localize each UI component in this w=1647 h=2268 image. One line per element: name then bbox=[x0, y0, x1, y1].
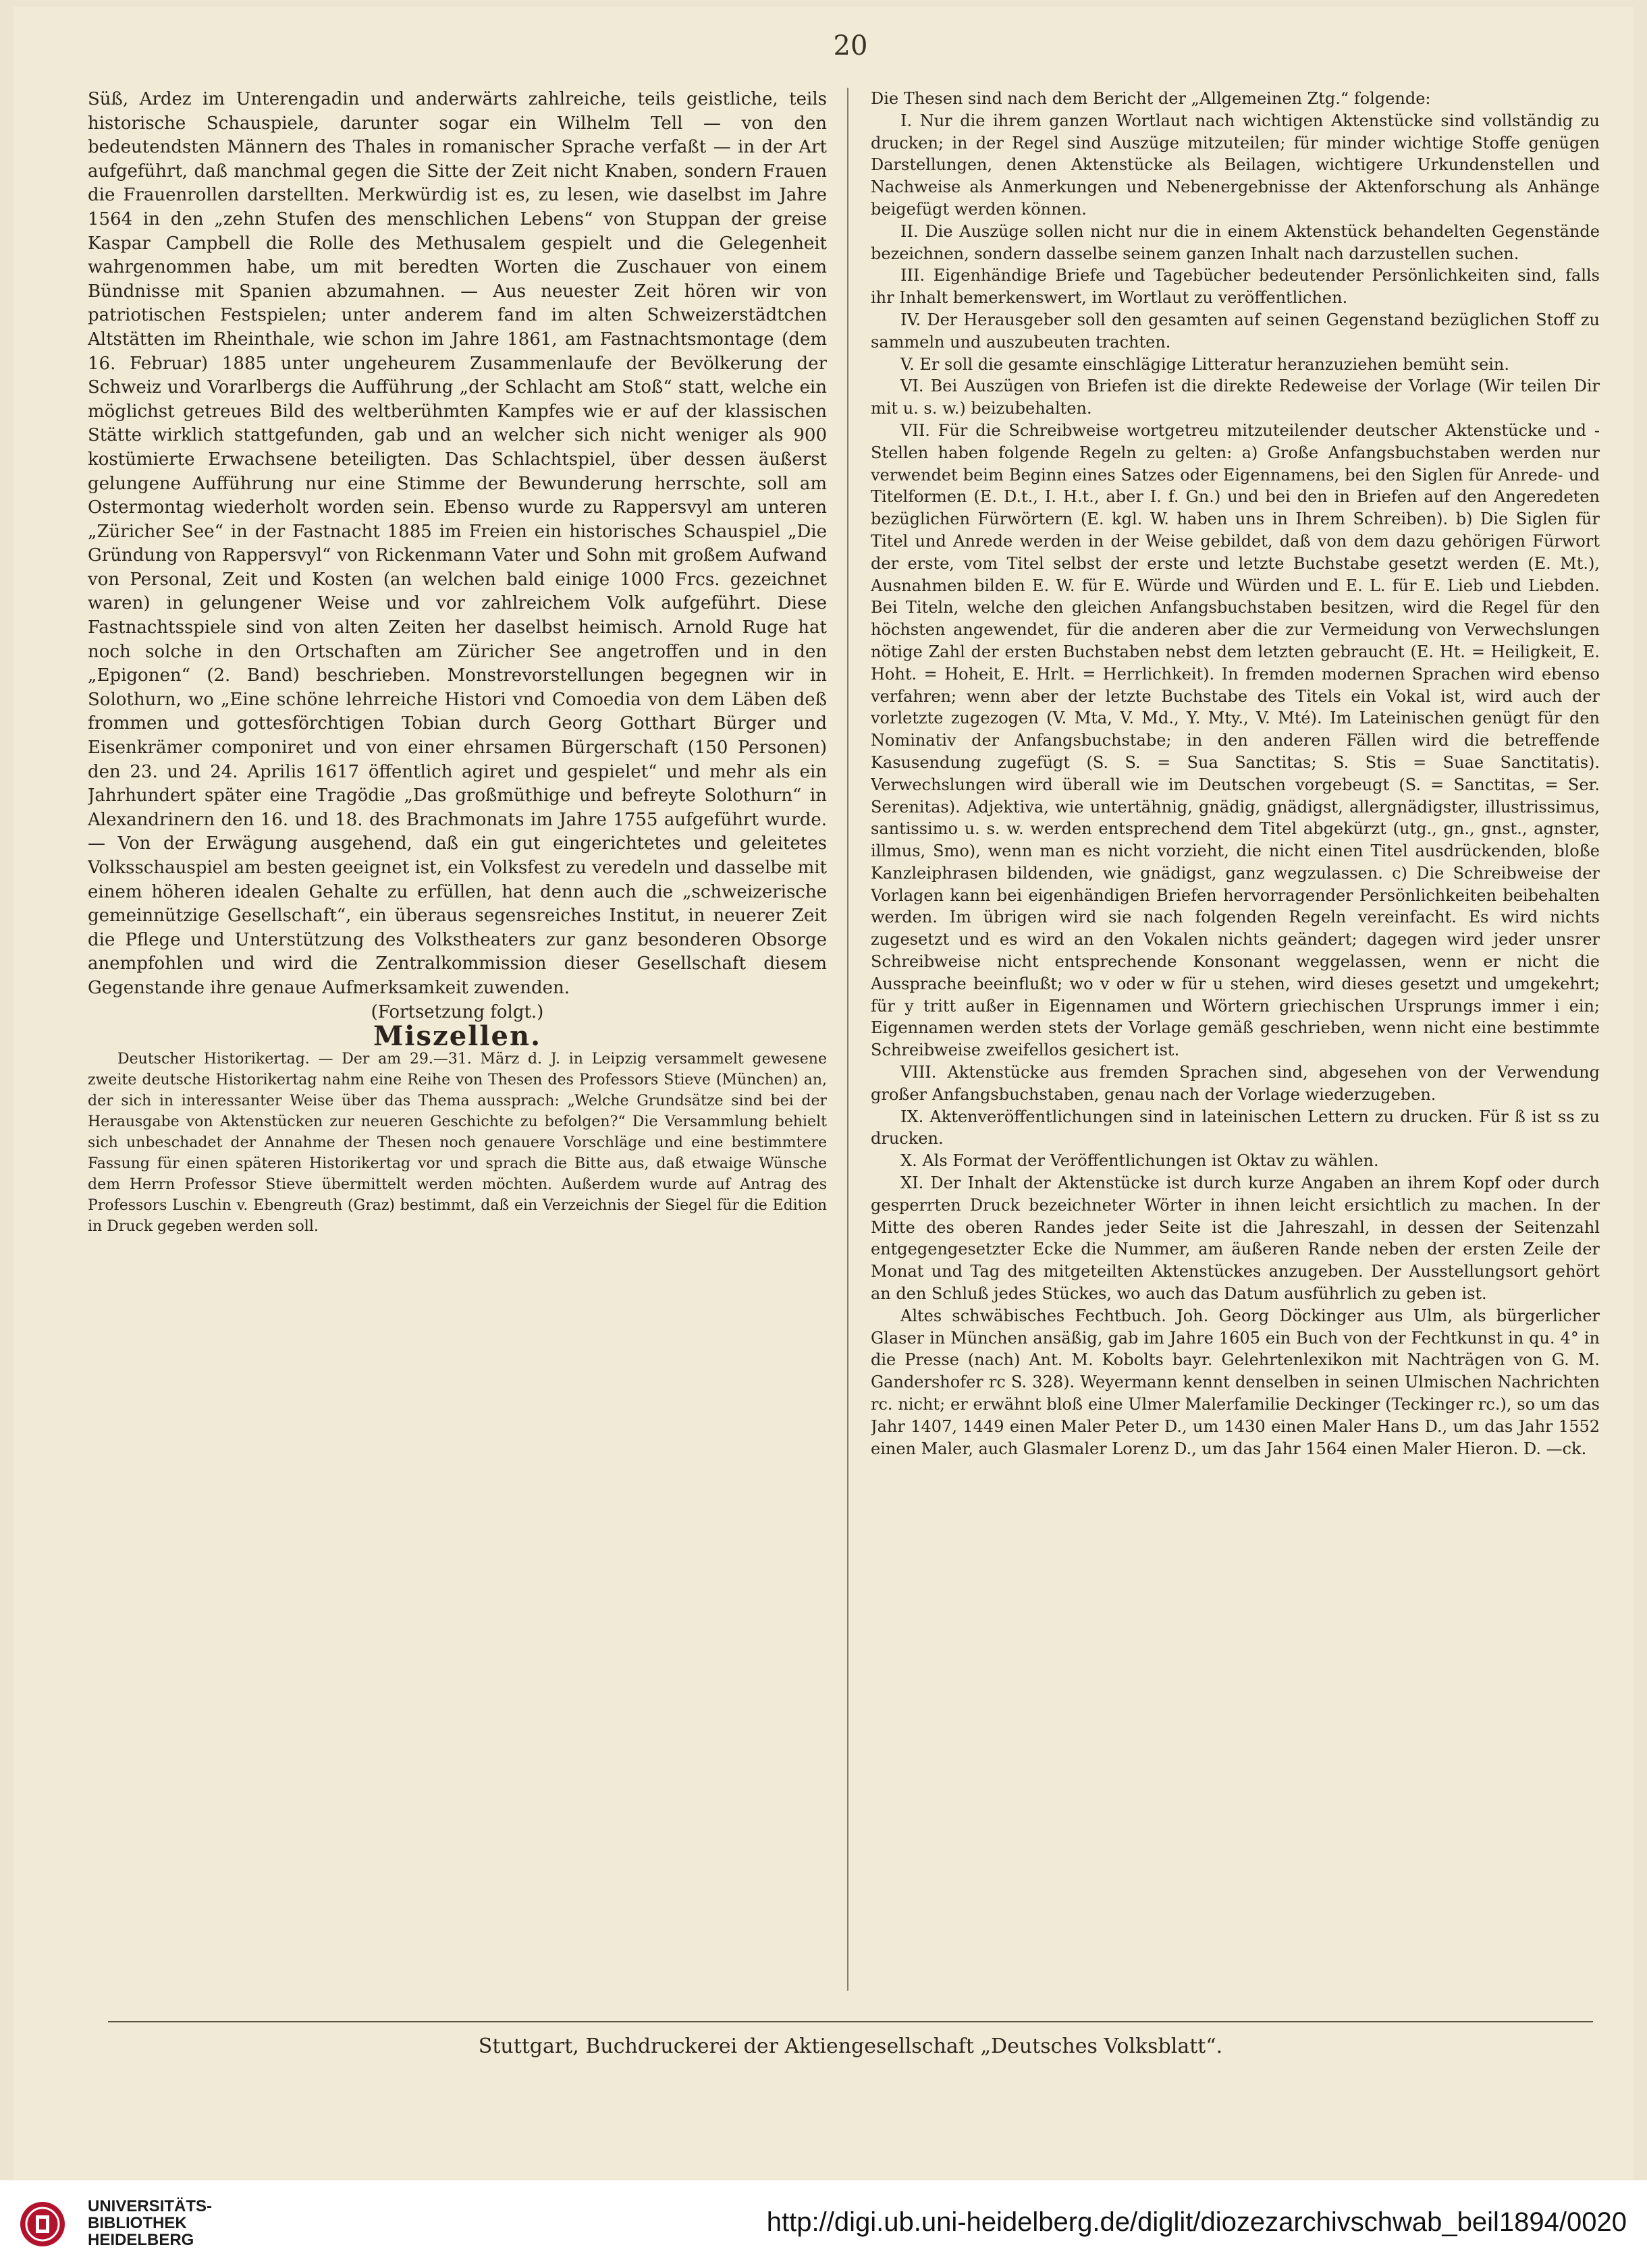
library-name[interactable] bbox=[88, 2198, 212, 2248]
section-title: Miszellen. bbox=[373, 1020, 541, 1053]
continuation-note: (Fortsetzung folgt.) bbox=[371, 1001, 544, 1022]
body-paragraph: Süß, Ardez im Unterengadin und anderwärts zahlreiche, teils geistliche, teils historische Schauspiele, darunter sogar ein Wilhelm Tell — von den bedeutendsten Männern des Thales in romanischer Sprache verfaßt — in der Art aufgeführt, daß manchmal gegen die Sitte der Zeit nicht Knaben, sondern Frauen die Frauenrollen darstellten. Merkwürdig ist es, zu lesen, wie daselbst im Jahre 1564 in den „zehn Stufen des menschlichen Lebens“ von Stuppan der greise Kaspar Campbell die Rolle des Methusalem gespielt und die Gelegenheit wahrgenommen habe, um mit beredten Worten die Zuschauer von einem Bündnisse mit Spanien abzumahnen. — Aus neuester Zeit hören wir von patriotischen Festspielen; unter anderem fand im alten Schweizerstädtchen Altstätten im Rheinthale, wie schon im Jahre 1861, am Fastnachtsmontage (dem 16. Februar) 1885 unter ungeheurem Zusammenlaufe der Bevölkerung der Schweiz und Vorarlbergs die Aufführung „der Schlacht am Stoß“ statt, welche ein möglichst getreues Bild des weltberühmten Kampfes wie er auf der klassischen Stätte wirklich stattgefunden, gab und an welcher sich nicht weniger als 900 kostümierte Erwachsene beteiligten. Das Schlachtspiel, über dessen äußerst gelungene Aufführung nur eine Stimme der Bewunderung herrschte, soll am Ostermontag wiederholt worden sein. Ebenso wurde zu Rappersvyl am unteren „Züricher See“ in der Fastnacht 1885 im Freien ein historisches Schauspiel „Die Gründung von Rappersvyl“ von Rickenmann Vater und Sohn mit großem Aufwand von Personal, Zeit und Kosten (an welchen bald einige 1000 Frcs. gezeichnet waren) in gelungener Weise und vor zahlreichem Volk aufgeführt. Diese Fastnachtsspiele sind von alten Zeiten her daselbst heimisch. Arnold Ruge hat noch solche in den Ortschaften am Züricher See angetroffen und in den „Epigonen“ (2. Band) beschrieben. Monstrevorstellungen begegnen wir in Solothurn, wo „Eine schöne lehrreiche Histori vnd Comoedia von dem Läben deß frommen und gottesförchtigen Tobian durch Georg Gotthart Bürger und Eisenkrämer componiret und von einer ehrsamen Bürgerschaft (150 Personen) den 23. und 24. Aprilis 1617 öffentlich agiret und gespielet“ und mehr als ein Jahrhundert später eine Tragödie „Das großmüthige und befreyte Solothurn“ in Alexandrinern den 16. und 18. des Brachmonats im Jahre 1755 aufgeführt wurde. — Von der Erwägung ausgehend, daß ein gut eingerichtetes und geleitetes Volksschauspiel am besten geeignet ist, ein Volksfest zu veredeln und dasselbe mit einem höheren idealen Gehalte zu erfüllen, hat denn auch die „schweizerische gemeinnützige Gesellschaft“, ein überaus segensreiches Institut, in neuerer Zeit die Pflege und Unterstützung des Volkstheaters zur ganz besonderen Obsorge anempfohlen und wird die Zentralkommission dieser Gesellschaft diesem Gegenstande ihre genaue Aufmerksamkeit zuwenden. bbox=[88, 89, 827, 998]
thesis-item: IV. Der Herausgeber soll den gesamten auf seinen Gegenstand bezüglichen Stoff zu sammeln und auszubeuten trachten. bbox=[871, 310, 1600, 352]
right-column bbox=[871, 88, 1600, 2011]
thesis-item: III. Eigenhändige Briefe und Tagebücher bedeutender Persönlichkeiten sind, falls ihr Inhalt bemerkenswert, im Wortlaut zu veröffentlichen. bbox=[871, 266, 1600, 308]
footer-rule bbox=[108, 2021, 1593, 2022]
scanned-page bbox=[14, 7, 1634, 2180]
library-footer-bar bbox=[0, 2180, 1647, 2268]
thesis-item: VI. Bei Auszügen von Briefen ist die direkte Redeweise der Vorlage (Wir teilen Dir mit u. s. w.) beizubehalten. bbox=[871, 377, 1600, 418]
thesis-item: X. Als Format der Veröffentlichungen ist Oktav zu wählen. bbox=[900, 1151, 1379, 1171]
source-url-link[interactable]: http://digi.ub.uni-heidelberg.de/diglit/diozezarchivschwab_beil1894/0020 bbox=[766, 2207, 1627, 2237]
heidelberg-seal-icon[interactable] bbox=[19, 2201, 66, 2248]
page-number: 20 bbox=[833, 30, 868, 61]
printer-imprint: Stuttgart, Buchdruckerei der Aktiengesellschaft „Deutsches Volksblatt“. bbox=[478, 2035, 1223, 2058]
thesis-item: VIII. Aktenstücke aus fremden Sprachen sind, abgesehen von der Verwendung großer Anfangsbuchstaben, genau nach der Vorlage wiederzugeben. bbox=[871, 1063, 1600, 1104]
library-name-line: HEIDELBERG bbox=[88, 2231, 194, 2249]
miszellen-paragraph: Deutscher Historikertag. — Der am 29.—31. März d. J. in Leipzig versammelt gewesene zweite deutsche Historikertag nahm eine Reihe von Thesen des Professors Stieve (München) an, der sich in interessanter Weise über das Thema aussprach: „Welche Grundsätze sind bei der Herausgabe von Aktenstücken zur neueren Geschichte zu befolgen?“ Die Versammlung behielt sich unbeschadet der Annahme der Thesen noch genauere Vorschläge und eine bestimmtere Fassung für einen späteren Historikertag vor und sprach die Bitte aus, daß etwaige Wünsche dem Herrn Professor Stieve übermittelt werden möchten. Außerdem wurde auf Antrag des Professors Luschin v. Ebengreuth (Graz) bestimmt, daß ein Verzeichnis der Siegel für die Edition in Druck gegeben werden soll. bbox=[88, 1050, 827, 1235]
thesis-item: IX. Aktenveröffentlichungen sind in lateinischen Lettern zu drucken. Für ß ist ss zu drucken. bbox=[871, 1107, 1600, 1149]
theses-intro: Die Thesen sind nach dem Bericht der „Allgemeinen Ztg.“ folgende: bbox=[871, 89, 1431, 108]
column-divider bbox=[847, 88, 848, 1991]
thesis-item: VII. Für die Schreibweise wortgetreu mitzuteilender deutscher Aktenstücke und -Stellen haben folgende Regeln zu gelten: a) Große Anfangsbuchstaben werden nur verwendet beim Beginn eines Satzes oder Eigennamens, bei den Siglen für Anrede- und Titelformen (E. D.t., I. H.t., aber I. f. Gn.) und bei den in Briefen auf den Angeredeten bezüglichen Fürwörtern (E. kgl. W. haben uns in Ihrem Schreiben). b) Die Siglen für Titel und Anrede werden in der Weise gebildet, daß von dem dazu gehörigen Fürwort der erste, vom Titel selbst der erste und letzte Buchstabe gesetzt werden (E. Mt.), Ausnahmen bilden E. W. für E. Würde und Würden und E. L. für E. Lieb und Liebden. Bei Titeln, welche den gleichen Anfangsbuchstaben besitzen, wird die Regel für den höchsten angewendet, für die anderen aber die zur Vermeidung von Verwechslungen nötige Zahl der ersten Buchstaben nebst dem letzten gebraucht (E. Ht. = Heiligkeit, E. Hoht. = Hoheit, E. Hrlt. = Herrlichkeit). In fremden modernen Sprachen wird ebenso verfahren; wenn aber der letzte Buchstabe des Titels ein Vokal ist, wird auch der vorletzte zugezogen (V. Mta, V. Md., Y. Mty., V. Mté). Im Lateinischen genügt für den Nominativ der Anfangsbuchstabe; in den anderen Fällen wird die betreffende Kasusendung zugefügt (S. S. = Sua Sanctitas; S. Stis = Suae Sanctitatis). Verwechslungen wird überall wie im Deutschen vorgebeugt (S. = Sanctitas, = Ser. Serenitas). Adjektiva, wie untertähnig, gnädig, gnädigst, allergnädigster, illustrissimus, santissimo u. s. w. werden entsprechend dem Titel abgekürzt (utg., gn., gnst., agnster, illmus, Smo), wenn man es nicht vorzieht, die nicht einen Titel ausdrückenden, bloße Kanzleiphrasen bildenden, wie gnädigst, ganz wegzulassen. c) Die Schreibweise der Vorlagen kann bei eigenhändigen Briefen hervorragender Persönlichkeiten beibehalten werden. Im übrigen wird sie nach folgenden Regeln vereinfacht. Es wird nichts zugesetzt und es wird an den Vokalen nichts geändert; dagegen wird jeder unsrer Schreibweise nicht entsprechende Konsonant weggelassen, wenn er nicht die Aussprache beeinflußt; wo v oder w für u stehen, wird dieses gesetzt und umgekehrt; für y tritt außer in Eigennamen und Wörtern griechischen Ursprungs immer i ein; Eigennamen werden stets der Vorlage gemäß geschrieben, wenn nicht eine bestimmte Schreibweise zweifellos gesichert ist. bbox=[871, 420, 1600, 1060]
fechtbuch-paragraph: Altes schwäbisches Fechtbuch. Joh. Georg Döckinger aus Ulm, als bürgerlicher Glaser in München ansäßig, gab im Jahre 1605 ein Buch von der Fechtkunst in qu. 4° in die Presse (nach) Ant. M. Kobolts bayr. Gelehrtenlexikon mit Nachträgen von G. M. Gandershofer rc S. 328). Weyermann kennt denselben in seinen Ulmischen Nachrichten rc. nicht; er erwähnt bloß eine Ulmer Malerfamilie Deckinger (Teckinger rc.), so um das Jahr 1407, 1449 einen Maler Peter D., um 1430 einen Maler Hans D., um das Jahr 1552 einen Maler, auch Glasmaler Lorenz D., um das Jahr 1564 einen Maler Hieron. D. —ck. bbox=[871, 1306, 1600, 1458]
library-name-line: BIBLIOTHEK bbox=[88, 2214, 187, 2232]
thesis-item: I. Nur die ihrem ganzen Wortlaut nach wichtigen Aktenstücke sind vollständig zu drucken; in der Regel sind Auszüge mitzuteilen; für minder wichtige Stoffe genügen Darstellungen, denen Aktenstücke als Beilagen, wichtigere Urkundenstellen und Nachweise als Anmerkungen und Nebenergebnisse der Aktenforschung als Anhänge beigefügt werden können. bbox=[871, 111, 1600, 219]
thesis-item: V. Er soll die gesamte einschlägige Litteratur heranzuziehen bemüht sein. bbox=[900, 354, 1509, 374]
left-column bbox=[88, 88, 827, 2011]
library-name-line: UNIVERSITÄTS- bbox=[88, 2197, 213, 2215]
thesis-item: II. Die Auszüge sollen nicht nur die in einem Aktenstück behandelten Gegenstände bezeichnen, sondern dasselbe seinem ganzen Inhalt nach darzustellen suchen. bbox=[871, 221, 1600, 263]
thesis-item: XI. Der Inhalt der Aktenstücke ist durch kurze Angaben an ihrem Kopf oder durch gesperrten Druck bezeichneter Wörter in ihnen leicht ersichtlich zu machen. In der Mitte des oberen Randes jeder Seite ist die Jahreszahl, in dessen der Seitenzahl entgegengesetzter Ecke die Nummer, am äußeren Rande neben der ersten Zeile der Monat und Tag des mitgeteilten Aktenstückes anzugeben. Der Ausstellungsort gehört an den Schluß jedes Stückes, wo auch das Datum ausführlich zu geben ist. bbox=[871, 1173, 1600, 1304]
